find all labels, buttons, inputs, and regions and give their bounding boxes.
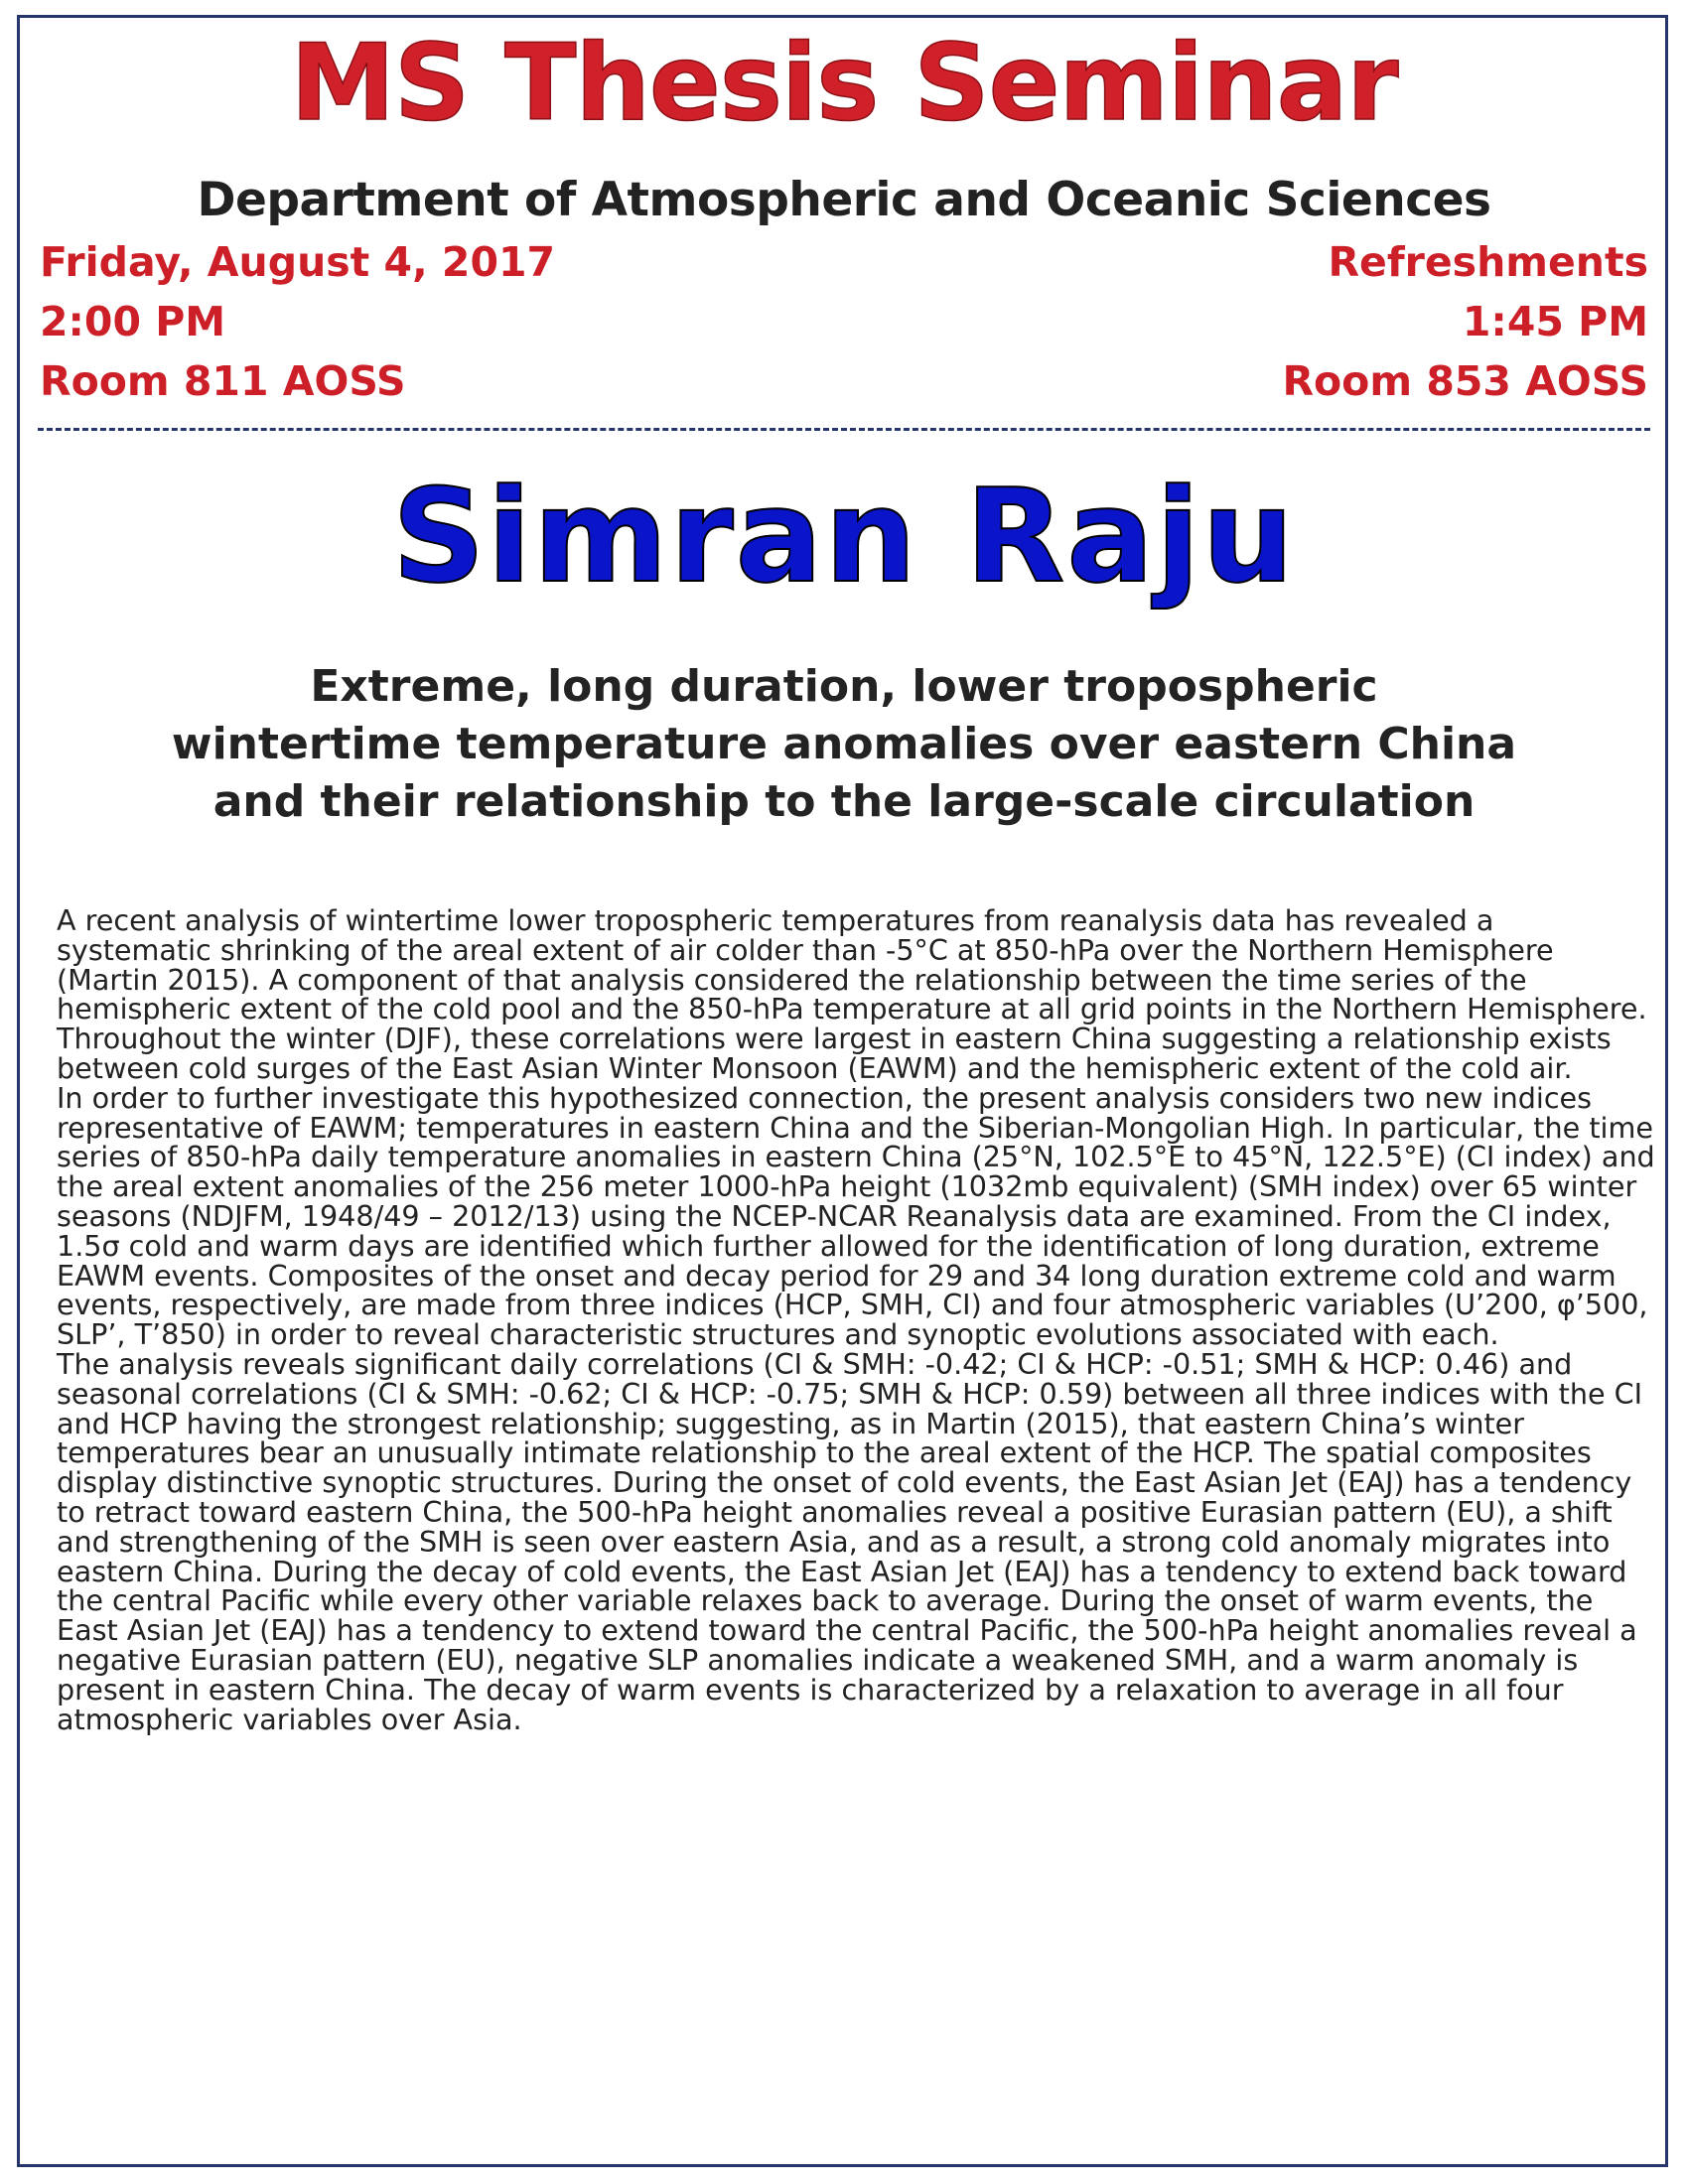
refreshments-time: 1:45 PM	[1462, 298, 1648, 345]
event-title: MS Thesis Seminar	[290, 22, 1398, 144]
abstract-paragraph: A recent analysis of wintertime lower tropospheric temperatures from reanalysis data has revealed a systematic shrinking of the areal extent of air colder than -5°C at 850-hPa over the Northern Hemisphere (Martin 2015). A component of that analysis considered the relationship between the time series of the hemispheric extent of the cold pool and the 850-hPa temperature at all grid points in the Northern Hemisphere. Throughout the winter (DJF), these correlations were largest in eastern China suggesting a relationship exists between cold surges of the East Asian Winter Monsoon (EAWM) and the hemispheric extent of the cold air.	[57, 903, 1647, 1085]
talk-title-line: Extreme, long duration, lower tropospheric	[310, 661, 1378, 712]
abstract	[57, 903, 1655, 1736]
abstract-paragraph: In order to further investigate this hypothesized connection, the present analysis considers two new indices representative of EAWM; temperatures in eastern China and the Siberian-Mongolian High. In particular, the time series of 850-hPa daily temperature anomalies in eastern China (25°N, 102.5°E to 45°N, 122.5°E) (CI index) and the areal extent anomalies of the 256 meter 1000-hPa height (1032mb equivalent) (SMH index) over 65 winter seasons (NDJFM, 1948/49 – 2012/13) using the NCEP-NCAR Reanalysis data are examined. From the CI index, 1.5σ cold and warm days are identified which further allowed for the identification of long duration, extreme EAWM events. Composites of the onset and decay period for 29 and 34 long duration extreme cold and warm events, respectively, are made from three indices (HCP, SMH, CI) and four atmospheric variables (U’200, φ’500, SLP’, T’850) in order to reveal characteristic structures and synoptic evolutions associated with each.	[57, 1080, 1655, 1352]
seminar-time: 2:00 PM	[40, 298, 226, 345]
abstract-paragraph: The analysis reveals significant daily correlations (CI & SMH: -0.42; CI & HCP: -0.51; SMH & HCP: 0.46) and seasonal correlations (CI & SMH: -0.62; CI & HCP: -0.75; SMH & HCP: 0.59) between all three indices with the CI and HCP having the strongest relationship; suggesting, as in Martin (2015), that eastern China’s winter temperatures bear an unusually intimate relationship to the areal extent of the HCP. The spatial composites display distinctive synoptic structures. During the onset of cold events, the East Asian Jet (EAJ) has a tendency to retract toward eastern China, the 500-hPa height anomalies reveal a positive Eurasian pattern (EU), a shift and strengthening of the SMH is seen over eastern Asia, and as a result, a strong cold anomaly migrates into eastern China. During the decay of cold events, the East Asian Jet (EAJ) has a tendency to extend back toward the central Pacific while every other variable relaxes back to average. During the onset of warm events, the East Asian Jet (EAJ) has a tendency to extend toward the central Pacific, the 500-hPa height anomalies reveal a negative Eurasian pattern (EU), negative SLP anomalies indicate a weakened SMH, and a warm anomaly is present in eastern China. The decay of warm events is characterized by a relaxation to average in all four atmospheric variables over Asia.	[57, 1346, 1643, 1736]
department-name: Department of Atmospheric and Oceanic Sciences	[197, 173, 1491, 227]
seminar-details	[40, 232, 555, 411]
dashed-divider	[38, 428, 1650, 431]
talk-title-line: wintertime temperature anomalies over eastern China	[171, 719, 1517, 769]
seminar-date: Friday, August 4, 2017	[40, 238, 556, 286]
refreshments-label: Refreshments	[1328, 238, 1648, 286]
refreshments-room: Room 853 AOSS	[1282, 357, 1648, 405]
talk-title-line: and their relationship to the large-scale circulation	[212, 776, 1476, 827]
speaker-name: Simran Raju	[391, 461, 1297, 612]
refreshments-details	[1282, 232, 1648, 411]
seminar-room: Room 811 AOSS	[40, 357, 406, 405]
talk-title	[40, 658, 1648, 831]
